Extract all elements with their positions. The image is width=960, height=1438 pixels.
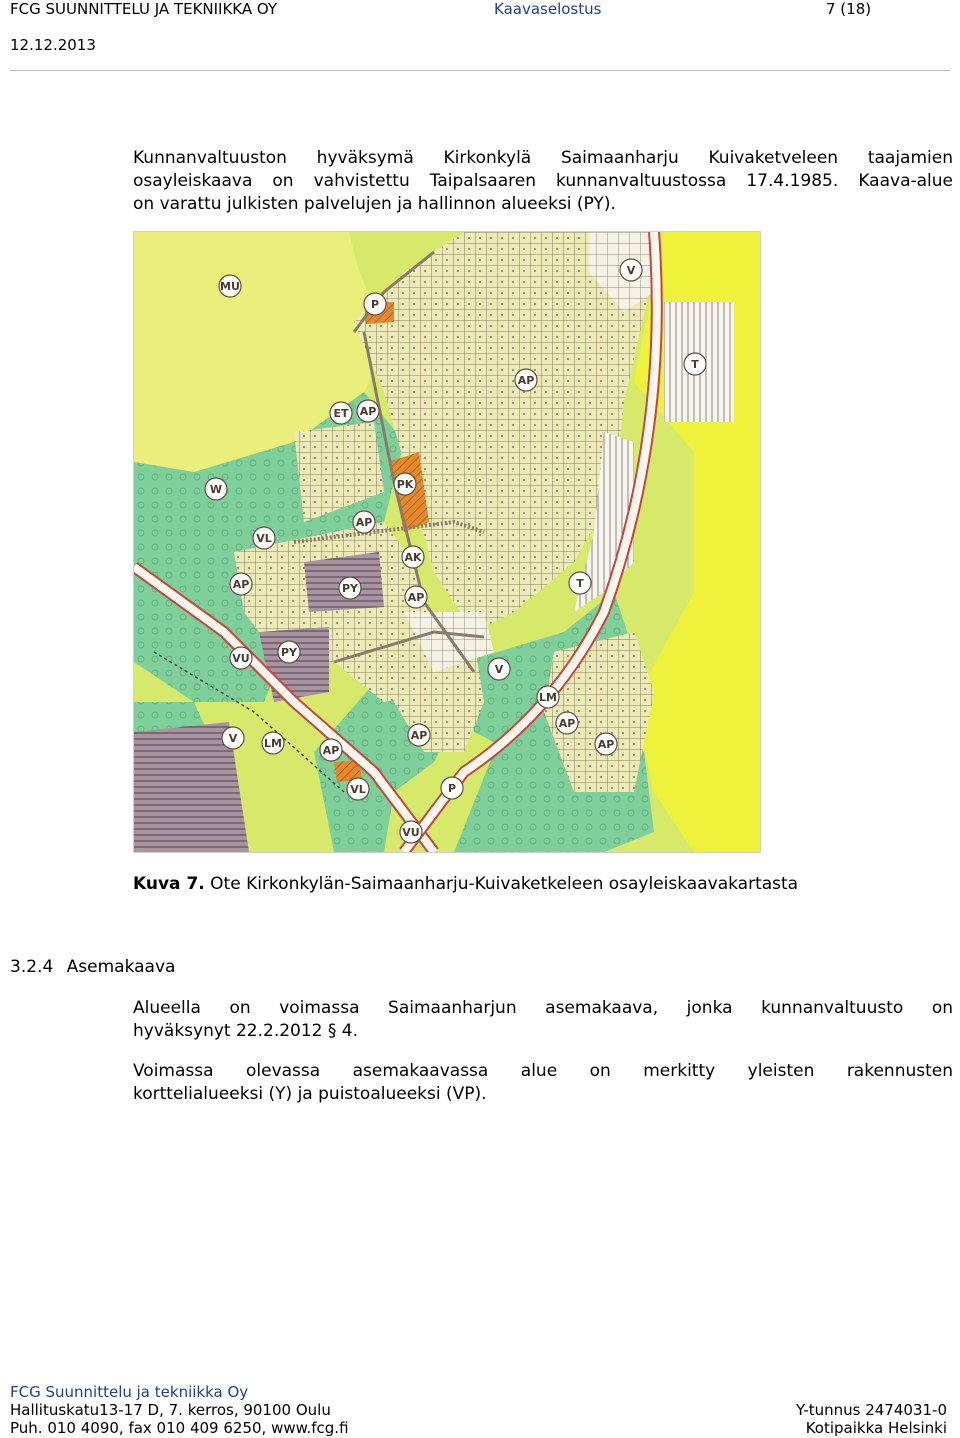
map-label-py [278, 641, 300, 663]
svg-text:T: T [691, 358, 699, 371]
map-label-v [620, 259, 642, 281]
svg-text:W: W [209, 483, 223, 496]
svg-text:AP: AP [407, 591, 425, 604]
body-p2-line-2: korttelialueeksi (Y) ja puistoalueeksi (VP). [133, 1084, 487, 1104]
body-p1-line-2: hyväksynyt 22.2.2012 § 4. [133, 1021, 359, 1041]
map-label-ap [353, 511, 375, 533]
svg-text:V: V [228, 732, 238, 745]
svg-text:VL: VL [350, 783, 366, 796]
svg-text:V: V [494, 663, 504, 676]
map-label-ap [556, 712, 578, 734]
svg-text:AP: AP [322, 744, 340, 757]
map-label-mu [219, 275, 241, 297]
header-company: FCG SUUNNITTELU JA TEKNIIKKA OY [10, 0, 278, 18]
section-title: Asemakaava [66, 957, 176, 977]
map-label-ap [230, 573, 252, 595]
map-label-p [441, 777, 463, 799]
svg-text:ET: ET [333, 407, 349, 420]
svg-text:T: T [576, 577, 584, 590]
map-label-vl [253, 527, 275, 549]
header-page-number: 7 (18) [826, 0, 872, 18]
svg-text:AP: AP [359, 405, 377, 418]
map-label-lm [537, 686, 559, 708]
svg-text:VL: VL [256, 532, 272, 545]
map-label-ak [402, 546, 424, 568]
footer-contact: Puh. 010 4090, fax 010 409 6250, www.fcg.fi [10, 1419, 349, 1437]
svg-text:VU: VU [402, 826, 420, 839]
map-label-ap [595, 733, 617, 755]
header-divider [10, 70, 950, 71]
svg-text:AP: AP [517, 374, 535, 387]
map-label-lm [262, 732, 284, 754]
map-label-vu [400, 821, 422, 843]
svg-text:PK: PK [396, 478, 414, 491]
figure-caption-text: Ote Kirkonkylän-Saimaanharju-Kuivaketkeleen osayleiskaavakartasta [210, 874, 799, 894]
map-label-py [339, 577, 361, 599]
footer-address: Hallituskatu13-17 D, 7. kerros, 90100 Oulu [10, 1401, 331, 1419]
map-label-ap [405, 586, 427, 608]
svg-text:LM: LM [539, 691, 557, 704]
svg-text:PY: PY [280, 646, 298, 659]
map-label-ap [515, 369, 537, 391]
map-label-t [684, 353, 706, 375]
figure-caption [133, 874, 798, 894]
svg-text:P: P [370, 298, 380, 311]
footer-domicile: Kotipaikka Helsinki [805, 1419, 947, 1437]
section-number: 3.2.4 [10, 957, 54, 977]
footer-business-id: Y-tunnus 2474031-0 [795, 1401, 947, 1419]
intro-line-1: Kunnanvaltuuston hyväksymä Kirkonkylä Saimaanharju Kuivaketveleen taajamien [133, 148, 953, 168]
svg-text:AP: AP [355, 516, 373, 529]
map-label-ap [408, 724, 430, 746]
svg-text:AP: AP [597, 738, 615, 751]
body-p1-line-1: Alueella on voimassa Saimaanharjun asemakaava, jonka kunnanvaltuusto on [133, 998, 953, 1018]
svg-text:PY: PY [341, 582, 359, 595]
land-use-map [133, 231, 761, 853]
map-label-v [488, 658, 510, 680]
intro-line-2: osayleiskaava on vahvistettu Taipalsaaren kunnanvaltuustossa 17.4.1985. Kaava-alue [133, 171, 953, 191]
map-label-t [569, 572, 591, 594]
footer-company: FCG Suunnittelu ja tekniikka Oy [10, 1383, 249, 1401]
map-label-p [364, 293, 386, 315]
svg-text:V: V [626, 264, 636, 277]
map-label-vl [347, 778, 369, 800]
svg-text:AK: AK [404, 551, 422, 564]
header-document-title: Kaavaselostus [494, 0, 602, 18]
map-label-pk [394, 473, 416, 495]
svg-text:AP: AP [558, 717, 576, 730]
svg-text:LM: LM [264, 737, 282, 750]
header-date: 12.12.2013 [10, 36, 96, 54]
map-label-vu [230, 647, 252, 669]
map-label-ap [357, 400, 379, 422]
body-p2-line-1: Voimassa olevassa asemakaavassa alue on merkitty yleisten rakennusten [133, 1061, 953, 1081]
map-label-w [205, 478, 227, 500]
svg-text:P: P [447, 782, 457, 795]
map-label-v [222, 727, 244, 749]
intro-line-3: on varattu julkisten palvelujen ja hallinnon alueeksi (PY). [133, 194, 616, 214]
section-heading [10, 957, 175, 977]
svg-text:MU: MU [220, 280, 240, 293]
figure-caption-label: Kuva 7. [133, 874, 205, 894]
map-label-et [330, 402, 352, 424]
map-label-ap [320, 739, 342, 761]
svg-text:VU: VU [232, 652, 250, 665]
svg-text:AP: AP [232, 578, 250, 591]
svg-text:AP: AP [410, 729, 428, 742]
